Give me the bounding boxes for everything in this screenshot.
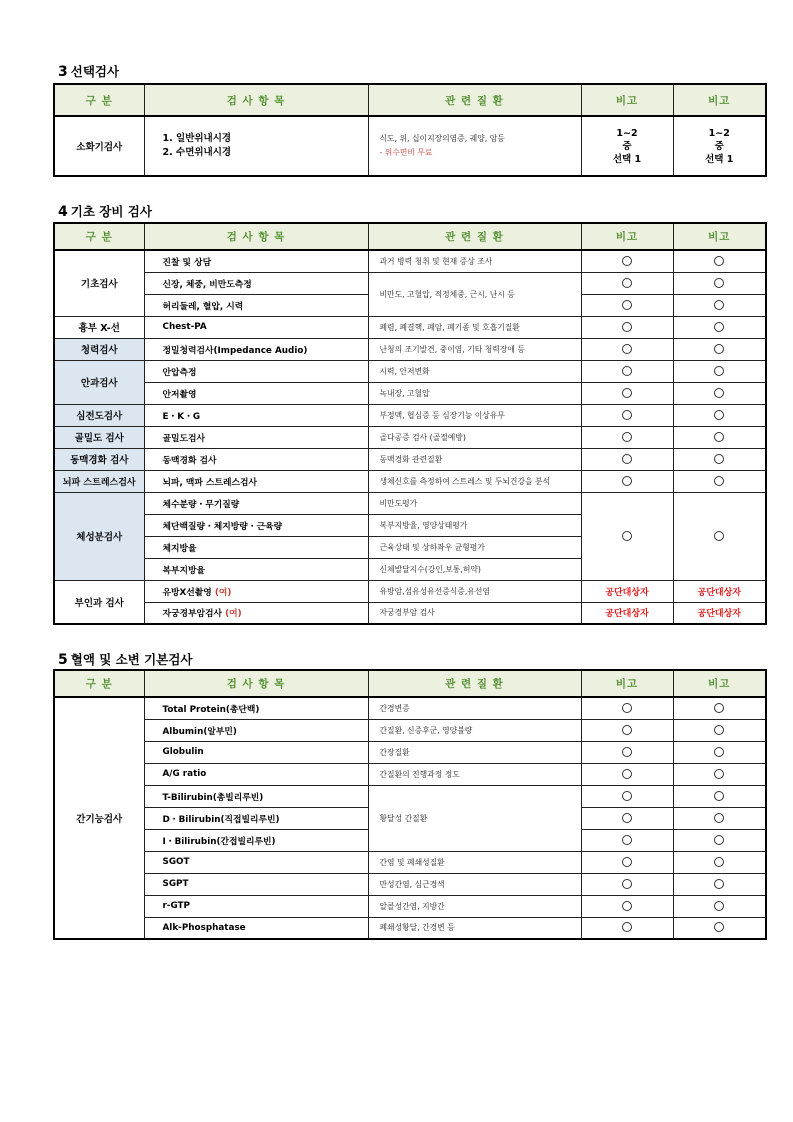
- remark-line: 선택 1: [705, 153, 734, 165]
- exam-item: 뇌파, 맥파 스트레스검사: [144, 470, 368, 492]
- section-number: 3: [58, 64, 68, 80]
- exam-item: Total Protein(총단백): [144, 697, 368, 719]
- blood-urine-table: [53, 669, 767, 940]
- check-circle: [581, 382, 673, 404]
- check-circle: [581, 851, 673, 873]
- remark-cell: [673, 116, 766, 176]
- exam-item: 정밀청력검사(Impedance Audio): [144, 338, 368, 360]
- circle-icon: [622, 769, 632, 779]
- check-circle: [673, 426, 766, 448]
- related-disease: 폐렴, 폐결핵, 폐암, 폐기종 및 호흡기질환: [368, 316, 581, 338]
- exam-item: 1. 일반위내시경: [162, 133, 232, 144]
- circle-icon: [622, 703, 632, 713]
- circle-icon: [622, 432, 632, 442]
- exam-item: 2. 수면위내시경: [162, 147, 232, 158]
- related-disease: 알콜성간염, 지방간: [368, 895, 581, 917]
- related-disease: 황달성 간질환: [368, 785, 581, 851]
- exam-item: 체수분량・무기질량: [144, 492, 368, 514]
- check-circle: [581, 316, 673, 338]
- check-circle: [673, 895, 766, 917]
- category-basic: 기초검사: [54, 250, 144, 316]
- category-body: 체성분검사: [54, 492, 144, 580]
- check-circle: [673, 763, 766, 785]
- circle-icon: [714, 344, 724, 354]
- check-circle: [673, 250, 766, 272]
- circle-icon: [622, 454, 632, 464]
- related-disease: 난청의 조기발견, 중이염, 기타 청력장애 등: [368, 338, 581, 360]
- category-artery: 동맥경화 검사: [54, 448, 144, 470]
- exam-item: 안압측정: [144, 360, 368, 382]
- circle-icon: [622, 835, 632, 845]
- related-disease: 신체발달지수(강인,보통,허약): [368, 558, 581, 580]
- check-circle: [673, 294, 766, 316]
- category-liver: 간기능검사: [54, 697, 144, 939]
- exam-items: [144, 116, 368, 176]
- category-gyn: 부인과 검사: [54, 580, 144, 624]
- related-disease: 간염 및 폐쇄성질환: [368, 851, 581, 873]
- circle-icon: [622, 791, 632, 801]
- exam-item: 안저촬영: [144, 382, 368, 404]
- header-disease: 관 련 질 환: [368, 84, 581, 116]
- circle-icon: [622, 857, 632, 867]
- related-disease: 골다공증 검사 (골절예방): [368, 426, 581, 448]
- exam-item-name: 유방X선촬영: [162, 587, 212, 598]
- circle-icon: [714, 835, 724, 845]
- circle-icon: [622, 879, 632, 889]
- exam-item: 허리둘레, 혈압, 시력: [144, 294, 368, 316]
- related-disease: 생체신호를 측정하여 스트레스 및 두뇌건강을 분석: [368, 470, 581, 492]
- header-item: 검 사 항 목: [144, 223, 368, 250]
- check-circle: [673, 272, 766, 294]
- category-xray: 흉부 X-선: [54, 316, 144, 338]
- circle-icon: [714, 922, 724, 932]
- category-brain: 뇌파 스트레스검사: [54, 470, 144, 492]
- remark-line: 1~2: [616, 127, 638, 139]
- header-remark: 비고: [581, 670, 673, 697]
- exam-item: E・K・G: [144, 404, 368, 426]
- related-disease: 근육상태 및 상하좌우 균형평가: [368, 536, 581, 558]
- check-circle: [581, 763, 673, 785]
- female-tag: (여): [214, 587, 232, 598]
- check-circle: [673, 785, 766, 807]
- related-disease: 비만도, 고혈압, 적정체중, 근시, 난시 등: [368, 272, 581, 316]
- check-circle: [581, 338, 673, 360]
- circle-icon: [714, 747, 724, 757]
- circle-icon: [622, 747, 632, 757]
- header-category: 구 분: [54, 223, 144, 250]
- circle-icon: [622, 278, 632, 288]
- exam-item: r-GTP: [144, 895, 368, 917]
- check-circle: [581, 895, 673, 917]
- remark-cell: [581, 116, 673, 176]
- check-circle: [673, 470, 766, 492]
- selective-exam-table: [53, 83, 767, 177]
- related-disease: 만성간염, 심근경색: [368, 873, 581, 895]
- exam-item: SGOT: [144, 851, 368, 873]
- header-remark: 비고: [673, 223, 766, 250]
- check-circle: [673, 360, 766, 382]
- public-target: 공단대상자: [673, 580, 766, 602]
- related-disease: 간질환, 신증후군, 영양불량: [368, 719, 581, 741]
- exam-item: Alk-Phosphatase: [144, 917, 368, 939]
- circle-icon: [622, 322, 632, 332]
- check-circle: [581, 719, 673, 741]
- circle-icon: [622, 476, 632, 486]
- check-circle: [581, 785, 673, 807]
- header-item: 검 사 항 목: [144, 84, 368, 116]
- related-disease: 시력, 안저변화: [368, 360, 581, 382]
- circle-icon: [714, 322, 724, 332]
- related-disease: 복부지방율, 영양상태평가: [368, 514, 581, 536]
- check-circle: [673, 382, 766, 404]
- related-disease: 부정맥, 협심증 등 심장기능 이상유무: [368, 404, 581, 426]
- related-disease: 간경변증: [368, 697, 581, 719]
- circle-icon: [714, 769, 724, 779]
- category-bone: 골밀도 검사: [54, 426, 144, 448]
- check-circle: [673, 316, 766, 338]
- exam-item: A/G ratio: [144, 763, 368, 785]
- exam-item: Globulin: [144, 741, 368, 763]
- circle-icon: [622, 922, 632, 932]
- related-disease: 자궁경부암 검사: [368, 602, 581, 624]
- check-circle: [581, 426, 673, 448]
- circle-icon: [714, 432, 724, 442]
- check-circle: [581, 807, 673, 829]
- header-remark: 비고: [581, 84, 673, 116]
- circle-icon: [622, 901, 632, 911]
- circle-icon: [714, 901, 724, 911]
- exam-item: 신장, 체중, 비만도측정: [144, 272, 368, 294]
- related-disease: 비만도평가: [368, 492, 581, 514]
- basic-equipment-table: [53, 222, 767, 625]
- exam-item: 골밀도검사: [144, 426, 368, 448]
- header-remark: 비고: [673, 84, 766, 116]
- circle-icon: [714, 879, 724, 889]
- circle-icon: [714, 857, 724, 867]
- female-tag: (여): [225, 609, 242, 620]
- public-target: 공단대상자: [581, 580, 673, 602]
- check-circle: [581, 492, 673, 580]
- circle-icon: [622, 410, 632, 420]
- check-circle: [673, 338, 766, 360]
- exam-item: T-Bilirubin(총빌리루빈): [144, 785, 368, 807]
- circle-icon: [622, 388, 632, 398]
- exam-item: D・Bilirubin(직접빌리루빈): [144, 807, 368, 829]
- section-4-title: [58, 202, 152, 220]
- circle-icon: [714, 300, 724, 310]
- exam-item: 진찰 및 상담: [144, 250, 368, 272]
- circle-icon: [714, 813, 724, 823]
- section-number: 5: [58, 652, 68, 668]
- check-circle: [673, 807, 766, 829]
- check-circle: [581, 697, 673, 719]
- category-hearing: 청력검사: [54, 338, 144, 360]
- public-target: 공단대상자: [581, 602, 673, 624]
- exam-item-name: 자궁경부암검사: [162, 609, 222, 620]
- exam-item: 체지방율: [144, 536, 368, 558]
- remark-line: 선택 1: [612, 153, 642, 165]
- exam-item: [144, 602, 368, 624]
- check-circle: [673, 697, 766, 719]
- circle-icon: [622, 344, 632, 354]
- related-disease: [368, 116, 581, 176]
- check-circle: [581, 448, 673, 470]
- exam-item: SGPT: [144, 873, 368, 895]
- check-circle: [673, 829, 766, 851]
- circle-icon: [714, 366, 724, 376]
- related-disease: 과거 병력 청취 및 현재 증상 조사: [368, 250, 581, 272]
- check-circle: [673, 719, 766, 741]
- circle-icon: [622, 256, 632, 266]
- header-item: 검 사 항 목: [144, 670, 368, 697]
- circle-icon: [714, 791, 724, 801]
- check-circle: [673, 851, 766, 873]
- section-title-text: 혈액 및 소변 기본검사: [70, 652, 193, 667]
- check-circle: [581, 404, 673, 426]
- circle-icon: [714, 278, 724, 288]
- check-circle: [581, 470, 673, 492]
- circle-icon: [622, 366, 632, 376]
- disease-text: 식도, 위, 십이지장의염증, 궤양, 암등: [379, 134, 505, 143]
- header-disease: 관 련 질 환: [368, 670, 581, 697]
- header-remark: 비고: [673, 670, 766, 697]
- check-circle: [673, 404, 766, 426]
- header-remark: 비고: [581, 223, 673, 250]
- section-5-title: [58, 650, 192, 668]
- category-ecg: 심전도검사: [54, 404, 144, 426]
- disease-note: - 위수면비 무료: [379, 148, 433, 157]
- check-circle: [673, 917, 766, 939]
- section-title-text: 선택검사: [70, 64, 120, 79]
- exam-item: Chest-PA: [144, 316, 368, 338]
- related-disease: 간질환의 진행과정 정도: [368, 763, 581, 785]
- circle-icon: [714, 454, 724, 464]
- check-circle: [581, 294, 673, 316]
- circle-icon: [714, 388, 724, 398]
- exam-item: 복부지방율: [144, 558, 368, 580]
- circle-icon: [622, 300, 632, 310]
- check-circle: [673, 741, 766, 763]
- check-circle: [673, 492, 766, 580]
- header-category: 구 분: [54, 670, 144, 697]
- public-target: 공단대상자: [673, 602, 766, 624]
- exam-item: [144, 580, 368, 602]
- circle-icon: [714, 476, 724, 486]
- check-circle: [581, 873, 673, 895]
- remark-line: 1~2: [708, 127, 730, 139]
- circle-icon: [714, 725, 724, 735]
- check-circle: [581, 272, 673, 294]
- section-title-text: 기초 장비 검사: [70, 204, 152, 219]
- exam-item: 동맥경화 검사: [144, 448, 368, 470]
- circle-icon: [622, 725, 632, 735]
- exam-item: I・Bilirubin(간접빌리루빈): [144, 829, 368, 851]
- related-disease: 유방암,섬유성유선증식증,유선염: [368, 580, 581, 602]
- remark-line: 중: [714, 140, 724, 152]
- check-circle: [581, 741, 673, 763]
- check-circle: [673, 448, 766, 470]
- section-number: 4: [58, 204, 68, 220]
- check-circle: [581, 250, 673, 272]
- exam-item: 체단백질량・체지방량・근육량: [144, 514, 368, 536]
- circle-icon: [714, 410, 724, 420]
- check-circle: [581, 360, 673, 382]
- circle-icon: [714, 256, 724, 266]
- related-disease: 간장질환: [368, 741, 581, 763]
- check-circle: [673, 873, 766, 895]
- related-disease: 동맥경화 관련질환: [368, 448, 581, 470]
- category-digestive: 소화기검사: [54, 116, 144, 176]
- remark-line: 중: [622, 140, 632, 152]
- circle-icon: [714, 703, 724, 713]
- circle-icon: [622, 813, 632, 823]
- header-disease: 관 련 질 환: [368, 223, 581, 250]
- check-circle: [581, 829, 673, 851]
- circle-icon: [714, 531, 724, 541]
- exam-item: Albumin(알부민): [144, 719, 368, 741]
- related-disease: 녹내장, 고혈압: [368, 382, 581, 404]
- category-eye: 안과검사: [54, 360, 144, 404]
- section-3-title: [58, 62, 119, 80]
- header-category: 구 분: [54, 84, 144, 116]
- check-circle: [581, 917, 673, 939]
- related-disease: 폐쇄성황달, 간경변 등: [368, 917, 581, 939]
- circle-icon: [622, 531, 632, 541]
